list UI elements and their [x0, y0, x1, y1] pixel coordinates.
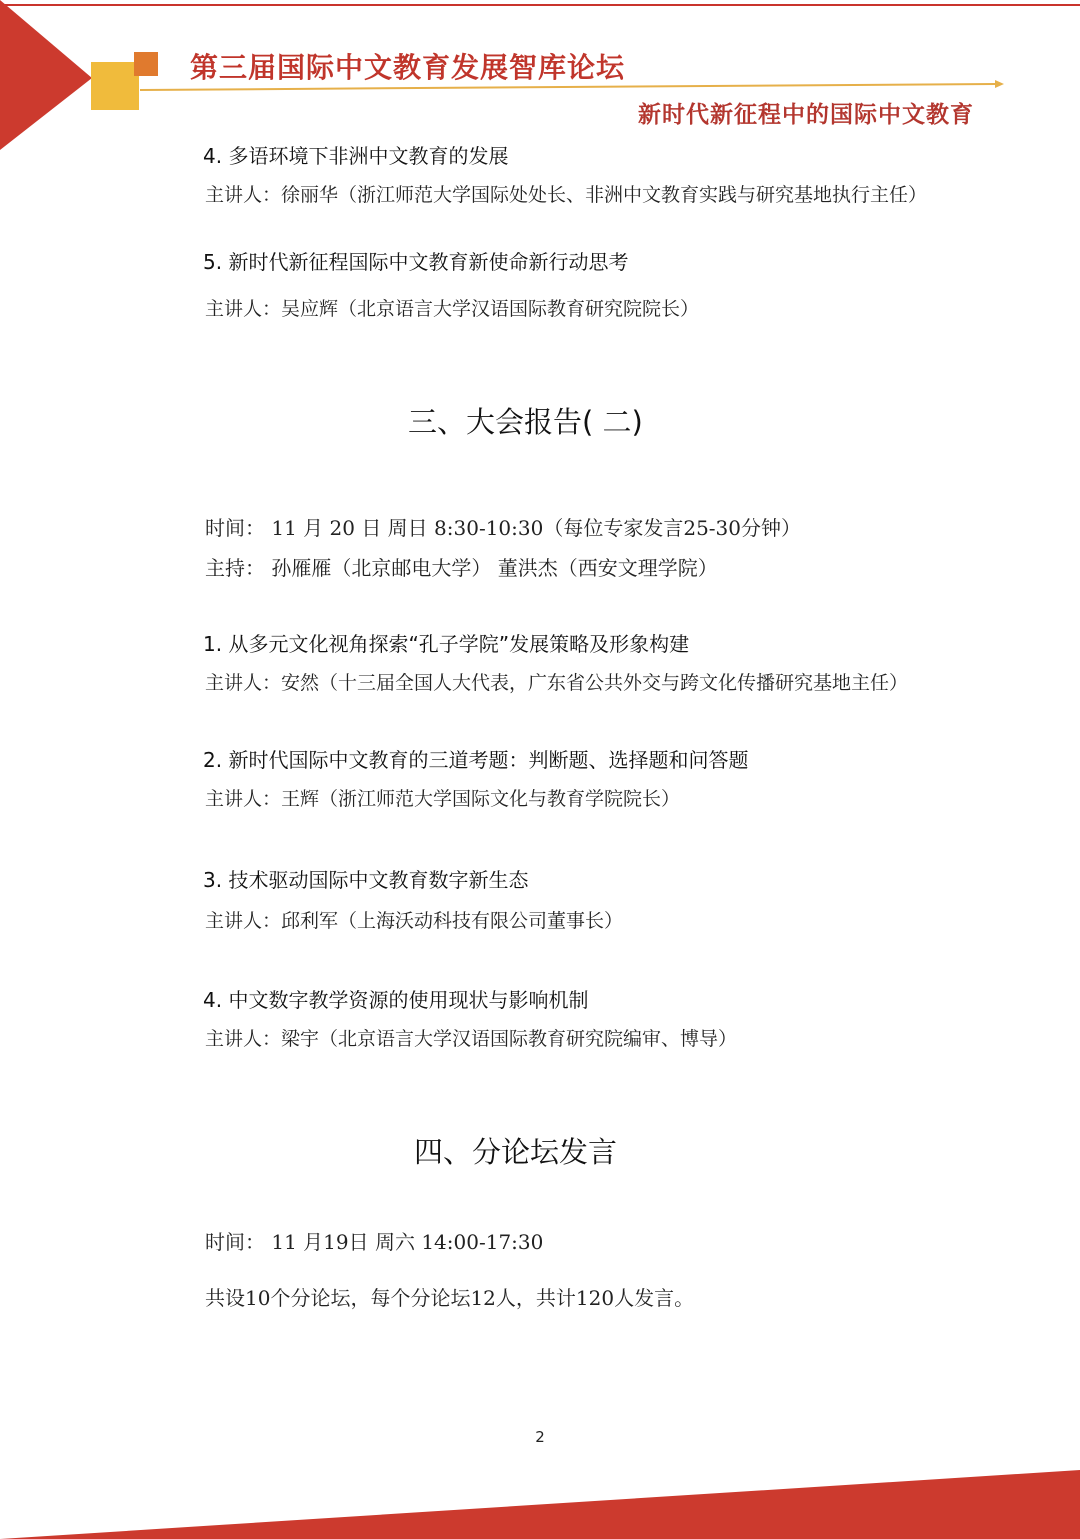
arrow-icon: [995, 80, 1004, 88]
section-three-host: 主持： 孙雁雁（北京邮电大学） 董洪杰（西安文理学院）: [205, 556, 718, 580]
item-title: 3. 技术驱动国际中文教育数字新生态: [203, 868, 529, 892]
page-number: 2: [535, 1428, 545, 1446]
item-speaker: 主讲人：王辉（浙江师范大学国际文化与教育学院院长）: [205, 788, 681, 810]
header-subtitle: 新时代新征程中的国际中文教育: [638, 101, 974, 128]
section-four-time: 时间： 11 月19日 周六 14:00-17:30: [205, 1230, 544, 1254]
footer-decoration: [0, 1460, 1080, 1539]
header-title: 第三届国际中文教育发展智库论坛: [190, 51, 626, 84]
section-four-description: 共设10个分论坛，每个分论坛12人，共计120人发言。: [205, 1286, 695, 1310]
orange-square-shape: [134, 52, 158, 76]
item-title: 1. 从多元文化视角探索“孔子学院”发展策略及形象构建: [203, 632, 690, 656]
gold-square-shape: [91, 62, 139, 110]
item-speaker: 主讲人：安然（十三届全国人大代表，广东省公共外交与跨文化传播研究基地主任）: [205, 672, 909, 694]
red-triangle-shape: [0, 0, 92, 150]
section-three-heading: 三、大会报告( 二): [408, 405, 643, 439]
item-speaker: 主讲人：梁宇（北京语言大学汉语国际教育研究院编审、博导）: [205, 1028, 738, 1050]
item-speaker: 主讲人：邱利军（上海沃动科技有限公司董事长）: [205, 910, 624, 932]
section-three-time: 时间： 11 月 20 日 周日 8:30-10:30（每位专家发言25-30分钟）: [205, 516, 802, 540]
item-speaker: 主讲人：吴应辉（北京语言大学汉语国际教育研究院院长）: [205, 298, 700, 320]
item-title: 4. 多语环境下非洲中文教育的发展: [203, 144, 509, 168]
red-footer-band-shape: [0, 1470, 1080, 1539]
item-title: 4. 中文数字教学资源的使用现状与影响机制: [203, 988, 589, 1012]
section-four-heading: 四、分论坛发言: [414, 1135, 618, 1169]
item-speaker: 主讲人：徐丽华（浙江师范大学国际处处长、非洲中文教育实践与研究基地执行主任）: [205, 184, 928, 206]
item-title: 2. 新时代国际中文教育的三道考题：判断题、选择题和问答题: [203, 748, 749, 772]
item-title: 5. 新时代新征程国际中文教育新使命新行动思考: [203, 250, 629, 274]
